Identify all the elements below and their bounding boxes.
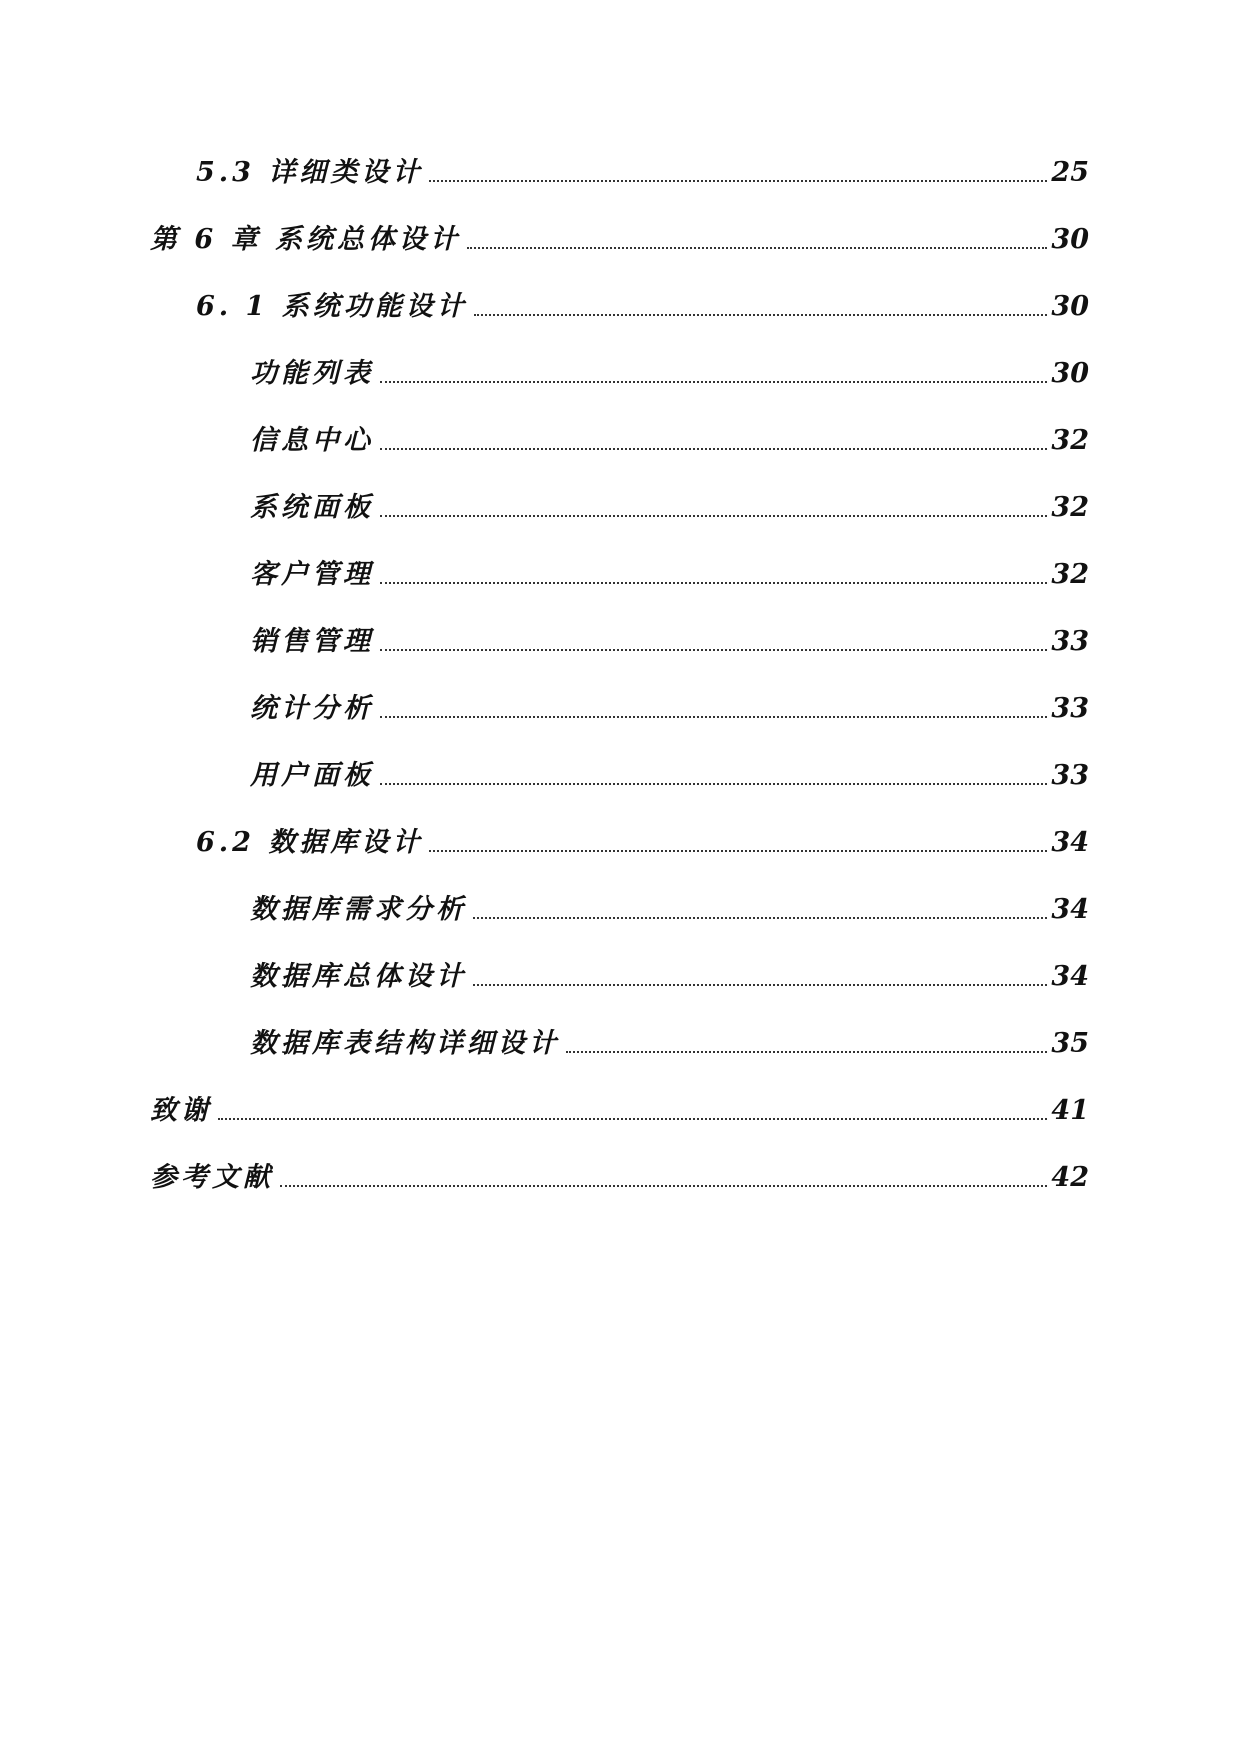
toc-entry-label: 6.2 数据库设计 bbox=[196, 827, 424, 858]
dot-leader bbox=[380, 515, 1047, 517]
toc-entry-statistics[interactable] bbox=[0, 686, 1241, 726]
toc-entry-acknowledgements[interactable] bbox=[0, 1088, 1241, 1128]
toc-entry-label: 数据库需求分析 bbox=[250, 894, 467, 925]
dot-leader bbox=[380, 649, 1047, 651]
toc-entry-references[interactable] bbox=[0, 1155, 1241, 1195]
dot-leader bbox=[566, 1051, 1047, 1053]
toc-entry-db-table-design[interactable] bbox=[0, 1021, 1241, 1061]
toc-entry-6-1[interactable] bbox=[0, 284, 1241, 324]
toc-entry-info-center[interactable] bbox=[0, 418, 1241, 458]
toc-entry-page: 42 bbox=[1051, 1162, 1089, 1193]
toc-entry-system-panel[interactable] bbox=[0, 485, 1241, 525]
toc-entry-label: 6. 1 系统功能设计 bbox=[196, 291, 468, 322]
dot-leader bbox=[380, 448, 1047, 450]
toc-entry-label: 数据库表结构详细设计 bbox=[250, 1028, 560, 1059]
toc-entry-label: 数据库总体设计 bbox=[250, 961, 467, 992]
toc-entry-page: 30 bbox=[1051, 224, 1089, 255]
toc-entry-page: 32 bbox=[1051, 492, 1089, 523]
toc-entry-label: 第 6 章 系统总体设计 bbox=[150, 224, 461, 255]
toc-entry-page: 32 bbox=[1051, 559, 1089, 590]
toc-entry-page: 33 bbox=[1051, 626, 1089, 657]
toc-entry-page: 34 bbox=[1051, 961, 1089, 992]
toc-entry-label: 功能列表 bbox=[250, 358, 374, 389]
toc-entry-page: 34 bbox=[1051, 827, 1089, 858]
toc-entry-page: 32 bbox=[1051, 425, 1089, 456]
toc-entry-page: 35 bbox=[1051, 1028, 1089, 1059]
toc-entry-page: 33 bbox=[1051, 760, 1089, 791]
dot-leader bbox=[473, 984, 1047, 986]
dot-leader bbox=[380, 783, 1047, 785]
dot-leader bbox=[474, 314, 1048, 316]
toc-entry-label: 统计分析 bbox=[250, 693, 374, 724]
toc-entry-page: 34 bbox=[1051, 894, 1089, 925]
toc-entry-label: 5.3 详细类设计 bbox=[196, 157, 424, 188]
toc-entry-label: 用户面板 bbox=[250, 760, 374, 791]
toc-entry-5-3[interactable] bbox=[0, 150, 1241, 190]
toc-entry-page: 25 bbox=[1051, 157, 1089, 188]
toc-entry-chapter-6[interactable] bbox=[0, 217, 1241, 257]
toc-entry-label: 致谢 bbox=[150, 1095, 212, 1126]
toc-entry-user-panel[interactable] bbox=[0, 753, 1241, 793]
toc-entry-label: 系统面板 bbox=[250, 492, 374, 523]
toc-entry-page: 33 bbox=[1051, 693, 1089, 724]
toc-entry-db-requirements[interactable] bbox=[0, 887, 1241, 927]
toc-entry-sales-management[interactable] bbox=[0, 619, 1241, 659]
toc-entry-page: 30 bbox=[1051, 291, 1089, 322]
dot-leader bbox=[280, 1185, 1047, 1187]
dot-leader bbox=[380, 582, 1047, 584]
toc-entry-label: 销售管理 bbox=[250, 626, 374, 657]
toc-entry-function-list[interactable] bbox=[0, 351, 1241, 391]
dot-leader bbox=[380, 716, 1047, 718]
dot-leader bbox=[473, 917, 1047, 919]
toc-entry-customer-management[interactable] bbox=[0, 552, 1241, 592]
toc-entry-6-2[interactable] bbox=[0, 820, 1241, 860]
toc-entry-label: 参考文献 bbox=[150, 1162, 274, 1193]
dot-leader bbox=[218, 1118, 1047, 1120]
dot-leader bbox=[429, 180, 1047, 182]
toc-entry-page: 30 bbox=[1051, 358, 1089, 389]
toc-entry-db-overall-design[interactable] bbox=[0, 954, 1241, 994]
dot-leader bbox=[429, 850, 1047, 852]
dot-leader bbox=[380, 381, 1047, 383]
toc-entry-label: 信息中心 bbox=[250, 425, 374, 456]
dot-leader bbox=[467, 247, 1047, 249]
toc-entry-page: 41 bbox=[1051, 1095, 1089, 1126]
toc-entry-label: 客户管理 bbox=[250, 559, 374, 590]
